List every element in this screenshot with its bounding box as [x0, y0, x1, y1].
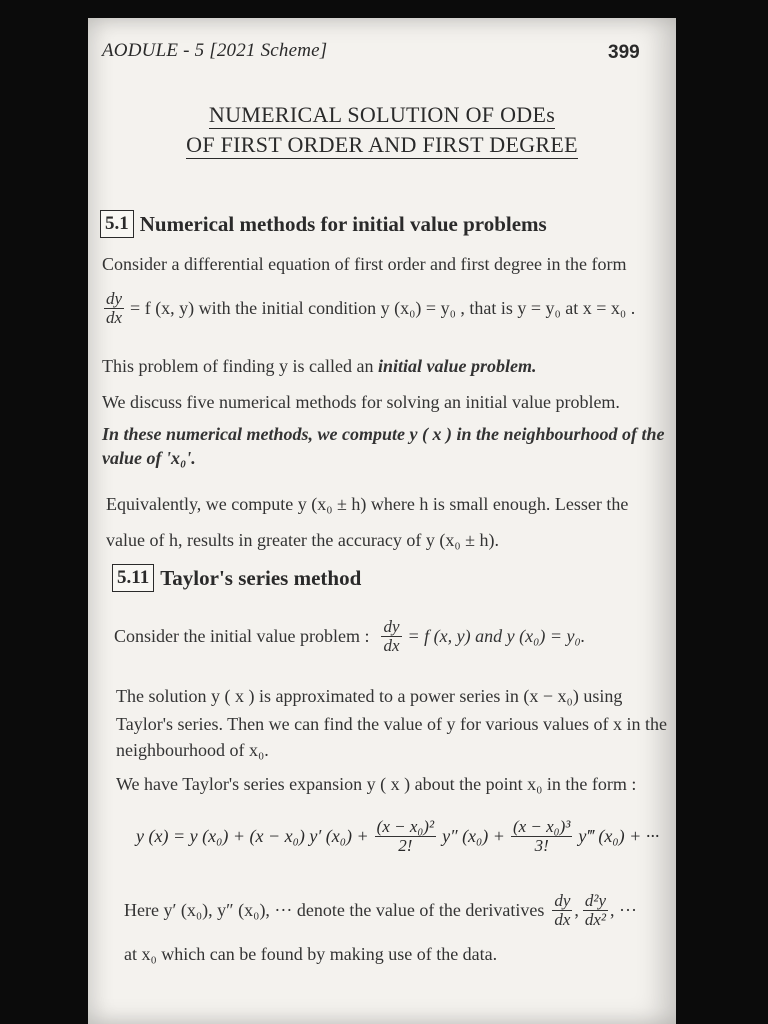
paragraph-line: The solution y ( x ) is approximated to a power series in (x − x₀) using: [116, 686, 623, 706]
series-lhs: y (x) = y (x₀) + (x − x₀) y′ (x₀) +: [136, 825, 369, 846]
section-number: 5.11: [112, 564, 154, 592]
taylor-series-formula: [136, 818, 659, 855]
ivp-label: Consider the initial value problem :: [114, 625, 370, 646]
section-title: Numerical methods for initial value problems: [139, 211, 547, 236]
paragraph: at x₀ which can be found by making use of the data.: [124, 944, 498, 964]
paragraph-line: neighbourhood of x₀.: [116, 740, 269, 760]
italic-paragraph-line: In these numerical methods, we compute y ( x ) in the neighbourhood of the: [102, 424, 665, 444]
chapter-title-line1: NUMERICAL SOLUTION OF ODEs: [208, 102, 556, 127]
emphasis-term: initial value problem.: [377, 356, 537, 376]
fraction-dy-dx: $\frac{dy}{dx}$: [106, 289, 123, 327]
book-page: [88, 18, 676, 1024]
paragraph-line: Equivalently, we compute y (x₀ ± h) where h is small enough. Lesser the: [106, 494, 629, 514]
section-number: 5.1: [100, 210, 134, 238]
equation-text: = f (x, y) with the initial condition y (x₀) = y₀ , that is y = y₀ at x = x₀ .: [130, 297, 636, 318]
paragraph: Consider a differential equation of first order and first degree in the form: [102, 254, 627, 274]
section-heading-5-11: [112, 564, 361, 592]
here-text: Here y′ (x₀), y″ (x₀), ··· denote the value of the derivatives: [124, 899, 545, 920]
equation-ivp: [114, 618, 585, 655]
chapter-title-line2: OF FIRST ORDER AND FIRST DEGREE: [186, 132, 578, 157]
paragraph-line: value of h, results in greater the accuracy of y (x₀ ± h).: [106, 530, 499, 550]
equation-ode: [102, 290, 635, 327]
section-title: Taylor's series method: [160, 565, 362, 590]
running-header: AODULE - 5 [2021 Scheme]: [102, 40, 328, 61]
paragraph: This problem of finding y is called an initial value problem.: [102, 356, 537, 376]
paragraph: We have Taylor's series expansion y ( x ) about the point x₀ in the form :: [116, 774, 637, 794]
paragraph: We discuss five numerical methods for solving an initial value problem.: [102, 392, 620, 412]
italic-paragraph-line: value of 'x₀'.: [102, 448, 196, 468]
series-term-2: y″ (x₀) +: [442, 825, 505, 846]
derivatives-line: Here y′ (x₀), y″ (x₀), ··· denote the value of the derivatives $\frac{dy}{dx}$ , $\frac{\text{d²y}}{\text{dx²}}$ , ···: [124, 891, 638, 929]
fraction-term-2: $\frac{\text{(x − x₀)²}}{2!}$: [376, 817, 435, 855]
fraction-d2y-dx2: $\frac{\text{d²y}}{\text{dx²}}$: [584, 891, 607, 929]
fraction-term-3: $\frac{\text{(x − x₀)³}}{3!}$: [512, 817, 571, 855]
page-number: 399: [608, 42, 640, 63]
fraction-dy-dx: $\frac{dy}{dx}$: [554, 891, 571, 929]
series-term-3: y‴ (x₀) + ···: [578, 825, 660, 846]
paragraph-line: Taylor's series. Then we can find the value of y for various values of x in the: [116, 714, 667, 734]
fraction-dy-dx: $\frac{dy}{dx}$: [383, 617, 400, 655]
section-heading-5-1: [100, 210, 547, 238]
ivp-rhs: = f (x, y) and y (x₀) = y₀.: [407, 625, 586, 646]
